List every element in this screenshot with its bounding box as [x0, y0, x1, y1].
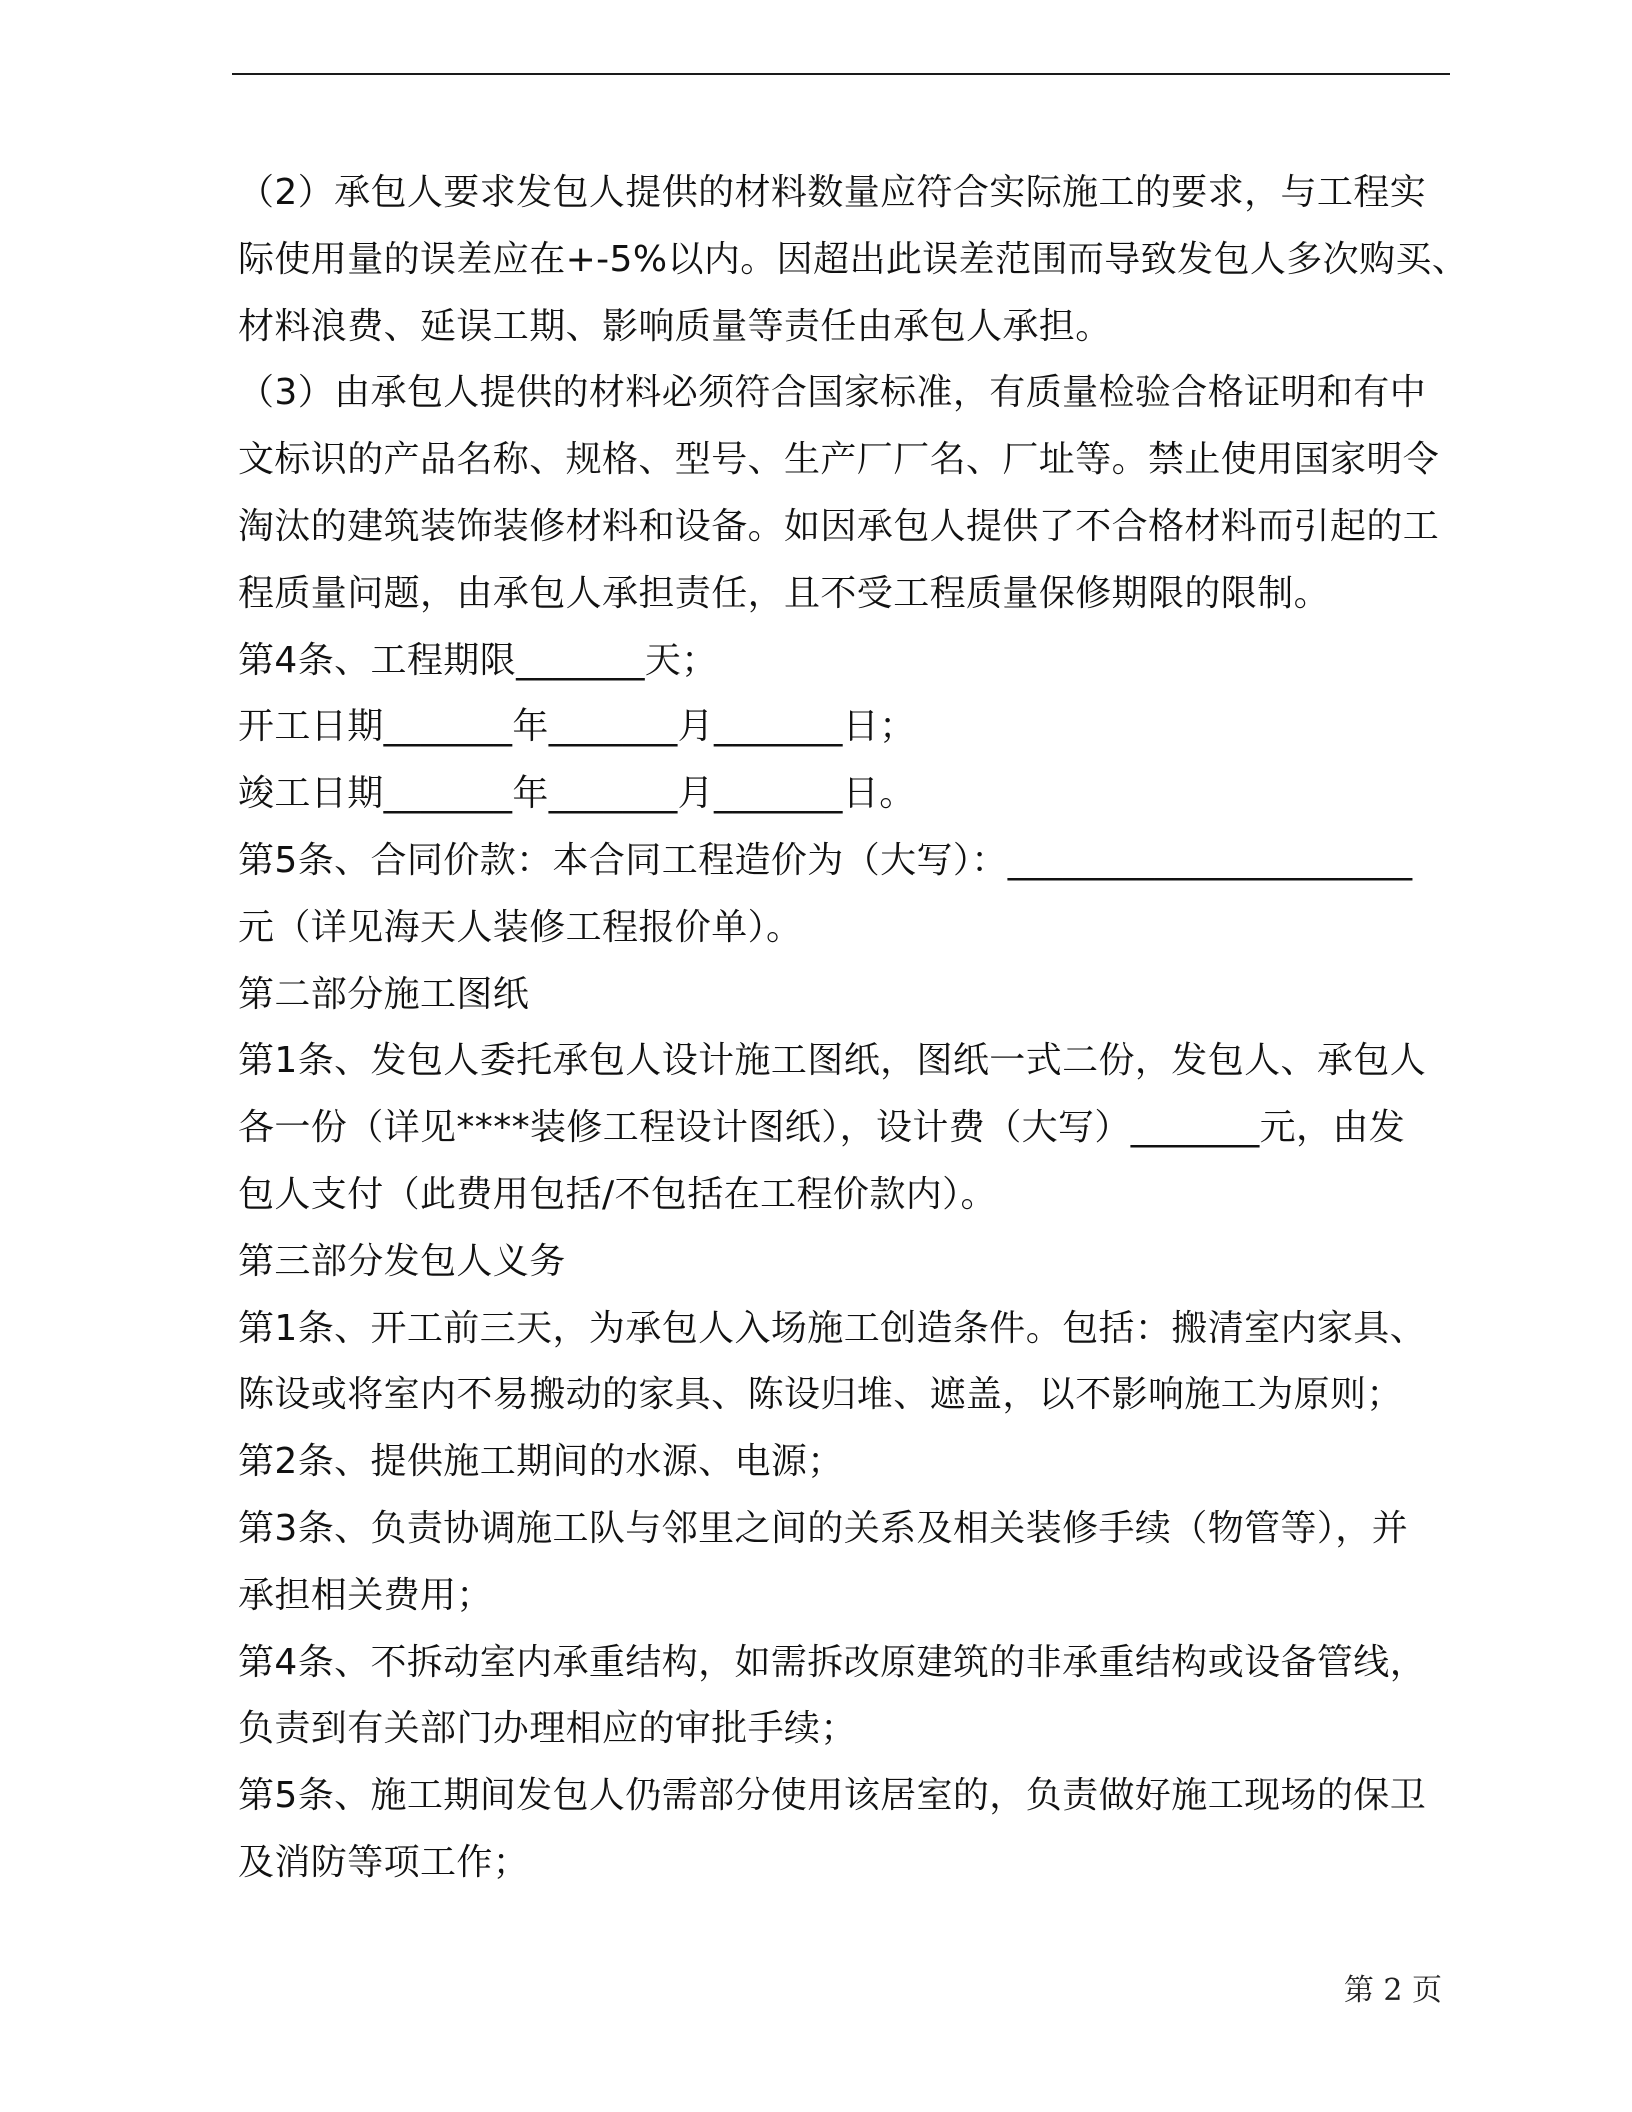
text-line: 及消防等项工作； [238, 1841, 530, 1883]
text-line: 元（详见海天人装修工程报价单）。 [238, 906, 803, 948]
text-line: 际使用量的误差应在+-5%以内。因超出此误差范围而导致发包人多次购买、 [238, 238, 1469, 280]
section-heading: 第二部分施工图纸 [238, 973, 530, 1015]
section-heading: 第三部分发包人义务 [238, 1240, 566, 1282]
document-body [238, 160, 1469, 1897]
page-number: 第 2 页 [1343, 1973, 1442, 2008]
text-line: 第1条、发包人委托承包人设计施工图纸，图纸一式二份，发包人、承包人 [238, 1040, 1427, 1082]
text-line: 陈设或将室内不易搬动的家具、陈设归堆、遮盖，以不影响施工为原则； [238, 1374, 1403, 1416]
text-line: 各一份（详见****装修工程设计图纸），设计费（大写）_______元，由发 [238, 1107, 1406, 1149]
text-line: 第5条、施工期间发包人仍需部分使用该居室的，负责做好施工现场的保卫 [238, 1775, 1427, 1817]
text-line: 第4条、不拆动室内承重结构，如需拆改原建筑的非承重结构或设备管线， [238, 1641, 1427, 1683]
header-rule [232, 73, 1450, 75]
text-line: 材料浪费、延误工期、影响质量等责任由承包人承担。 [238, 305, 1112, 347]
text-line: 第1条、开工前三天，为承包人入场施工创造条件。包括：搬清室内家具、 [238, 1307, 1427, 1349]
text-line: 包人支付（此费用包括/不包括在工程价款内）。 [238, 1173, 997, 1215]
text-line: 淘汰的建筑装饰装修材料和设备。如因承包人提供了不合格材料而引起的工 [238, 505, 1440, 547]
text-line: 承担相关费用； [238, 1574, 493, 1616]
text-line: 第5条、合同价款：本合同工程造价为（大写）：______________________ [238, 839, 1413, 881]
text-line: 文标识的产品名称、规格、型号、生产厂厂名、厂址等。禁止使用国家明令 [238, 439, 1440, 481]
text-line: 负责到有关部门办理相应的审批手续； [238, 1708, 857, 1750]
text-line: 程质量问题，由承包人承担责任，且不受工程质量保修期限的限制。 [238, 572, 1331, 614]
text-line: 第4条、工程期限_______天； [238, 639, 718, 681]
text-line: （3）由承包人提供的材料必须符合国家标准，有质量检验合格证明和有中 [238, 372, 1427, 414]
text-line: 第2条、提供施工期间的水源、电源； [238, 1441, 844, 1483]
text-line: （2）承包人要求发包人提供的材料数量应符合实际施工的要求，与工程实 [238, 172, 1427, 213]
text-line: 竣工日期_______年_______月_______日。 [238, 773, 916, 815]
text-line: 第3条、负责协调施工队与邻里之间的关系及相关装修手续（物管等），并 [238, 1507, 1409, 1549]
text-line: 开工日期_______年_______月_______日； [238, 706, 916, 748]
